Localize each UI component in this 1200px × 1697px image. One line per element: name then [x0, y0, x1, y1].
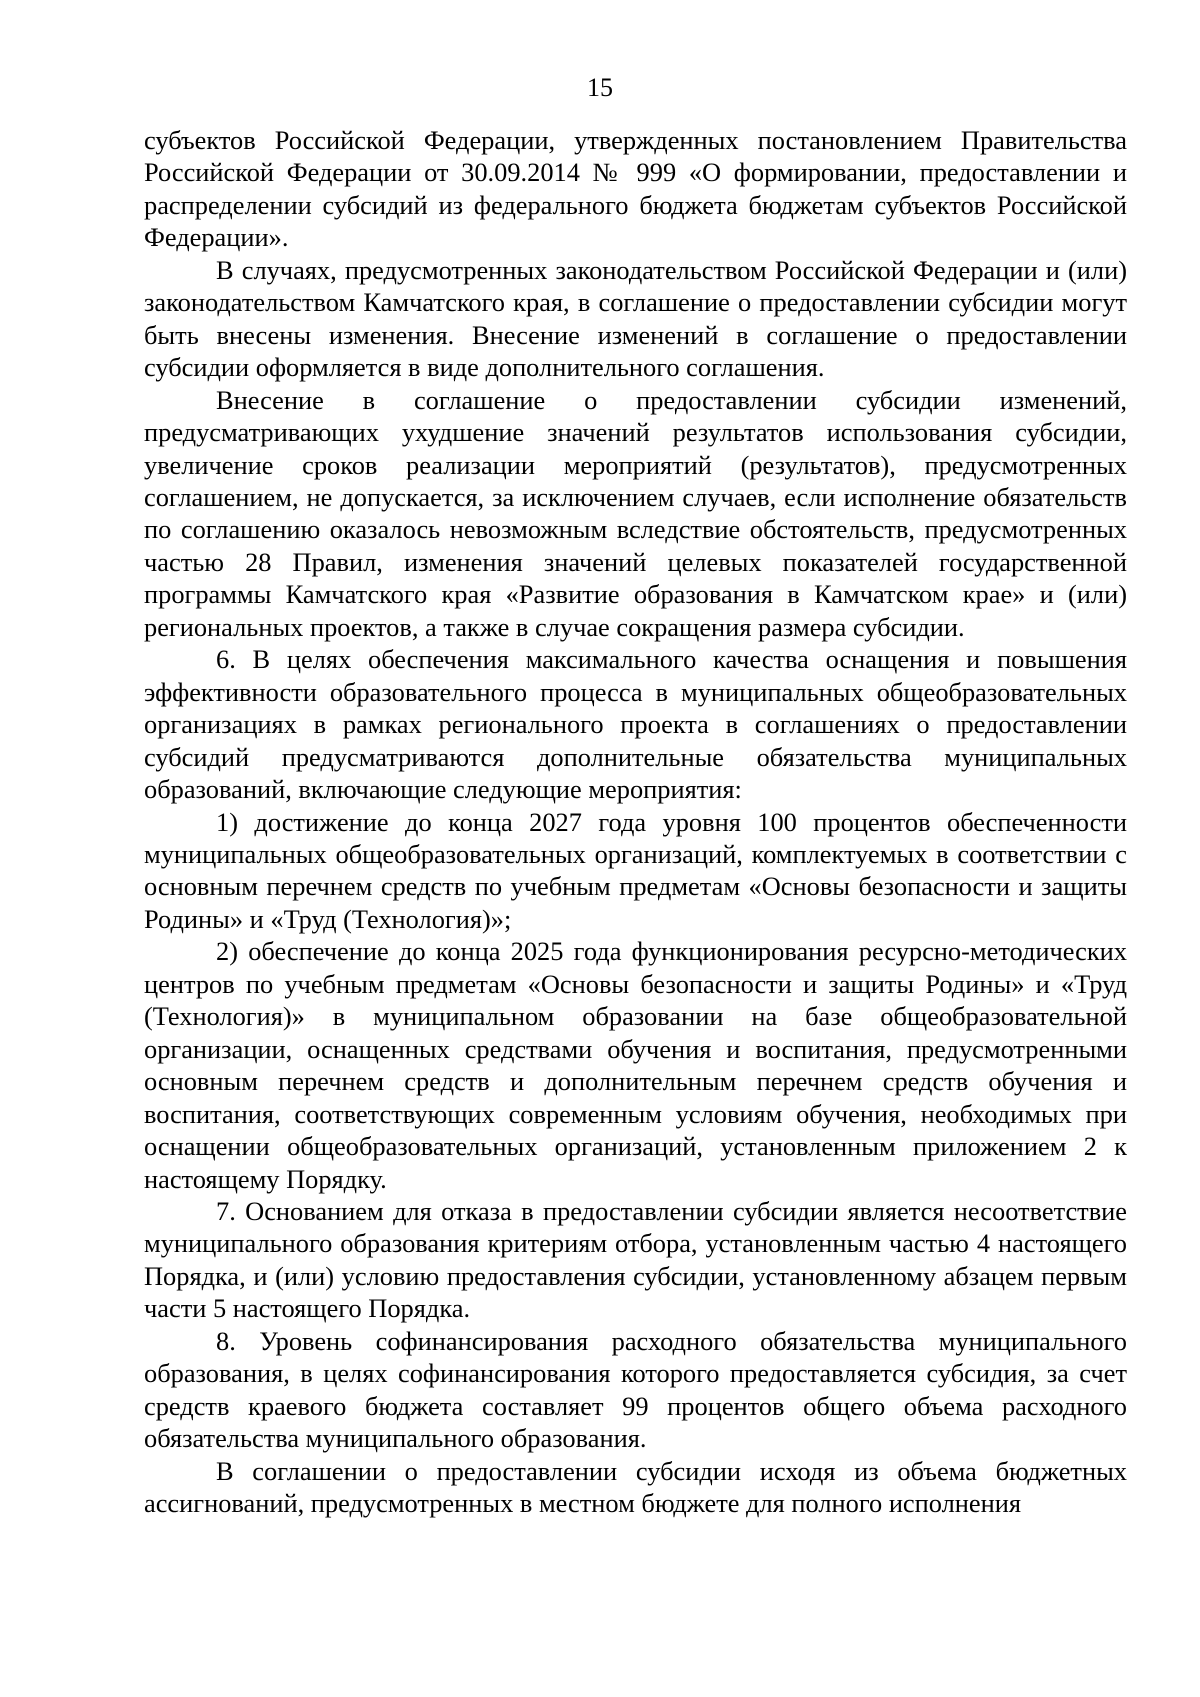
- paragraph-amendments: В случаях, предусмотренных законодательством Российской Федерации и (или) законодательством Камчатского края, в соглашение о предоставлении субсидии могут быть внесены изменения. Внесение изменений в соглашение о предоставлении субсидии оформляется в виде дополнительного соглашения.: [144, 254, 1127, 383]
- paragraph-item-2: 2) обеспечение до конца 2025 года функционирования ресурсно-методических центров по учебным предметам «Основы безопасности и защиты Родины» и «Труд (Технология)» в муниципальном образовании на базе общеобразовательной организации, оснащенных средствами обучения и воспитания, предусмотренными основным перечнем средств и дополнительным перечнем средств обучения и воспитания, соответствующих современным условиям обучения, необходимых при оснащении общеобразовательных организаций, установленным приложением 2 к настоящему Порядку.: [144, 936, 1127, 1194]
- paragraph-continuation: субъектов Российской Федерации, утвержденных постановлением Правительства Российской Федерации от 30.09.2014 № 999 «О формировании, предоставлении и распределении субсидий из федерального бюджета бюджетам субъектов Российской Федерации».: [144, 125, 1127, 253]
- document-body: [144, 124, 1127, 1519]
- page-number: 15: [587, 73, 613, 102]
- paragraph-clause-6: 6. В целях обеспечения максимального качества оснащения и повышения эффективности образовательного процесса в муниципальных общеобразовательных организациях в рамках регионального проекта в соглашениях о предоставлении субсидий предусматриваются дополнительные обязательства муниципальных образований, включающие следующие мероприятия:: [144, 644, 1127, 805]
- paragraph-clause-8: 8. Уровень софинансирования расходного обязательства муниципального образования, в целях софинансирования которого предоставляется субсидия, за счет средств краевого бюджета составляет 99 процентов общего объема расходного обязательства муниципального образования.: [144, 1325, 1127, 1454]
- paragraph-clause-7: 7. Основанием для отказа в предоставлении субсидии является несоответствие муниципального образования критериям отбора, установленным частью 4 настоящего Порядка, и (или) условию предоставления субсидии, установленному абзацем первым части 5 настоящего Порядка.: [144, 1195, 1127, 1324]
- paragraph-agreement-budget: В соглашении о предоставлении субсидии исходя из объема бюджетных ассигнований, предусмотренных в местном бюджете для полного исполнения: [144, 1455, 1127, 1519]
- paragraph-item-1: 1) достижение до конца 2027 года уровня 100 процентов обеспеченности муниципальных общеобразовательных организаций, комплектуемых в соответствии с основным перечнем средств по учебным предметам «Основы безопасности и защиты Родины» и «Труд (Технология)»;: [144, 806, 1127, 934]
- paragraph-amendment-restrictions: Внесение в соглашение о предоставлении субсидии изменений, предусматривающих ухудшение значений результатов использования субсидии, увеличение сроков реализации мероприятий (результатов), предусмотренных соглашением, не допускается, за исключением случаев, если исполнение обязательств по соглашению оказалось невозможным вследствие обстоятельств, предусмотренных частью 28 Правил, изменения значений целевых показателей государственной программы Камчатского края «Развитие образования в Камчатском крае» и (или) региональных проектов, а также в случае сокращения размера субсидии.: [144, 384, 1127, 642]
